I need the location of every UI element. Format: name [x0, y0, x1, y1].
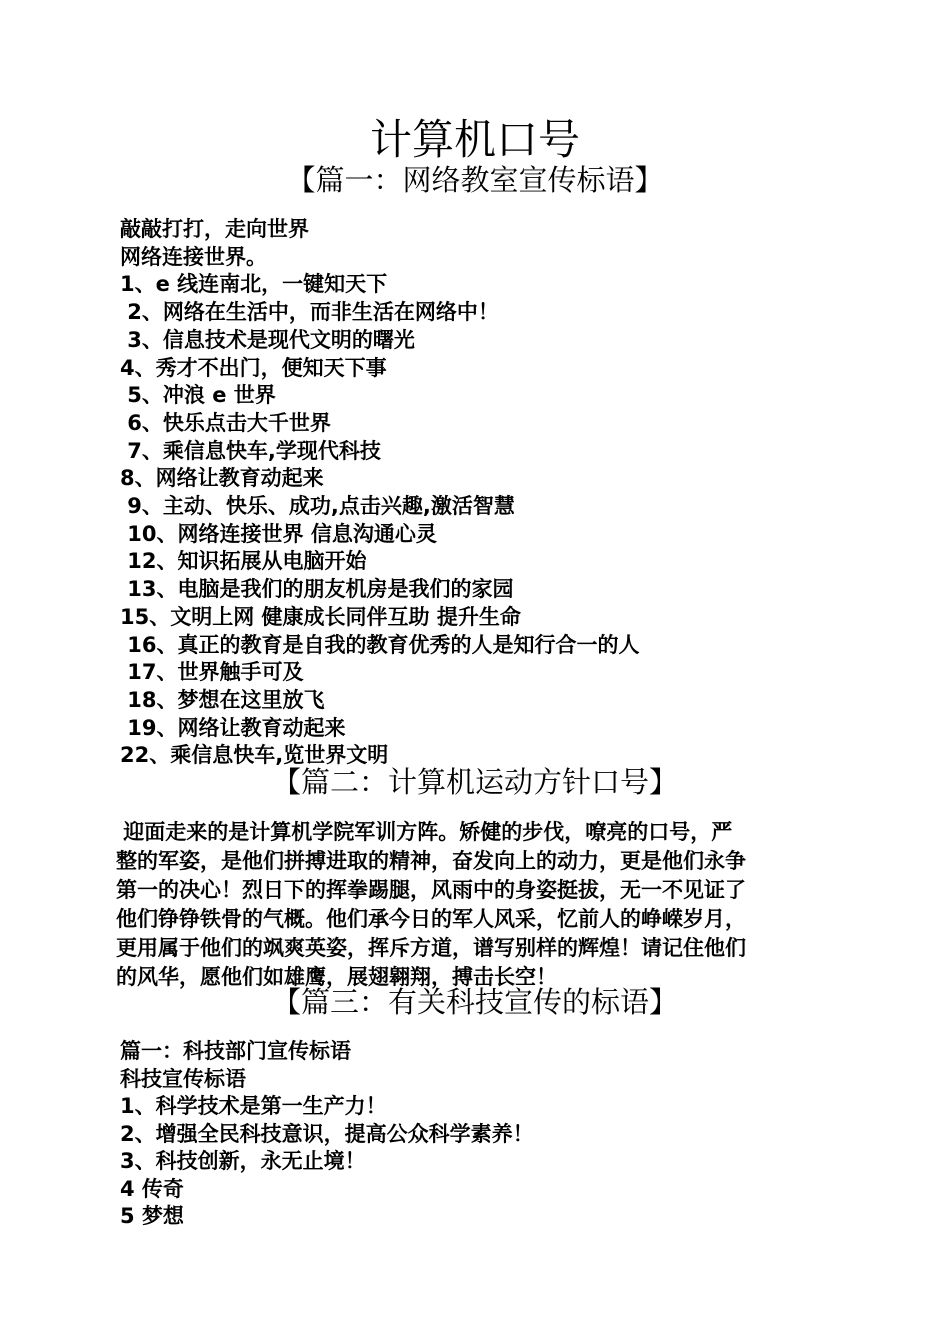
list-item: 4 传奇	[120, 1176, 184, 1201]
list-item: 8、网络让教育动起来	[120, 466, 324, 491]
list-item: 10、网络连接世界 信息沟通心灵	[120, 521, 437, 546]
list-item: 网络连接世界。	[120, 244, 267, 269]
list-item: 3、科技创新，永无止境！	[120, 1149, 366, 1173]
list-item: 7、乘信息快车,学现代科技	[120, 438, 381, 463]
list-item: 12、知识拓展从电脑开始	[120, 549, 367, 574]
list-item: 22、乘信息快车,览世界文明	[120, 743, 389, 768]
list-item: 科技宣传标语	[120, 1066, 246, 1091]
document-title: 计算机口号	[369, 115, 580, 164]
paragraph-line: 迎面走来的是计算机学院军训方阵。矫健的步伐，嘹亮的口号，严	[116, 820, 733, 844]
list-item: 15、文明上网 健康成长同伴互助 提升生命	[120, 604, 521, 629]
section3-list	[120, 1038, 534, 1231]
list-item: 9、主动、快乐、成功,点击兴趣,激活智慧	[120, 494, 515, 519]
section1-heading: 【篇一：网络教室宣传标语】	[286, 163, 664, 197]
list-item: 5 梦想	[120, 1204, 184, 1228]
list-item: 5、冲浪 e 世界	[120, 383, 276, 408]
list-item: 敲敲打打，走向世界	[120, 217, 309, 241]
list-item: 17、世界触手可及	[120, 660, 304, 685]
paragraph-line: 整的军姿，是他们拼搏进取的精神，奋发向上的动力，更是他们永争	[116, 849, 746, 873]
list-item: 2、增强全民科技意识，提高公众科学素养！	[120, 1121, 534, 1146]
list-item: 6、快乐点击大千世界	[120, 410, 331, 435]
list-item: 2、网络在生活中，而非生活在网络中！	[120, 300, 499, 325]
list-item: 16、真正的教育是自我的教育优秀的人是知行合一的人	[120, 632, 640, 657]
section1-list	[120, 216, 640, 770]
list-item: 4、秀才不出门，便知天下事	[120, 355, 387, 380]
list-item: 1、科学技术是第一生产力！	[120, 1094, 387, 1118]
paragraph-line: 他们铮铮铁骨的气概。他们承今日的军人风采，忆前人的峥嵘岁月，	[116, 907, 746, 931]
paragraph-line: 的风华，愿他们如雄鹰，展翅翱翔，搏击长空！	[116, 965, 557, 989]
paragraph-line: 第一的决心！烈日下的挥拳踢腿，风雨中的身姿挺拔，无一不见证了	[116, 878, 746, 902]
paragraph-line: 更用属于他们的飒爽英姿，挥斥方道，谱写别样的辉煌！请记住他们	[116, 936, 746, 960]
list-item: 18、梦想在这里放飞	[120, 687, 325, 712]
list-item: 3、信息技术是现代文明的曙光	[120, 327, 415, 352]
section2-paragraph	[116, 818, 846, 992]
section2-heading: 【篇二：计算机运动方针口号】	[271, 765, 678, 799]
list-item: 19、网络让教育动起来	[120, 715, 346, 740]
list-item: 1、e 线连南北，一键知天下	[120, 272, 388, 297]
list-item: 篇一：科技部门宣传标语	[120, 1039, 351, 1063]
section3-heading: 【篇三：有关科技宣传的标语】	[271, 985, 678, 1019]
list-item: 13、电脑是我们的朋友机房是我们的家园	[120, 577, 514, 602]
